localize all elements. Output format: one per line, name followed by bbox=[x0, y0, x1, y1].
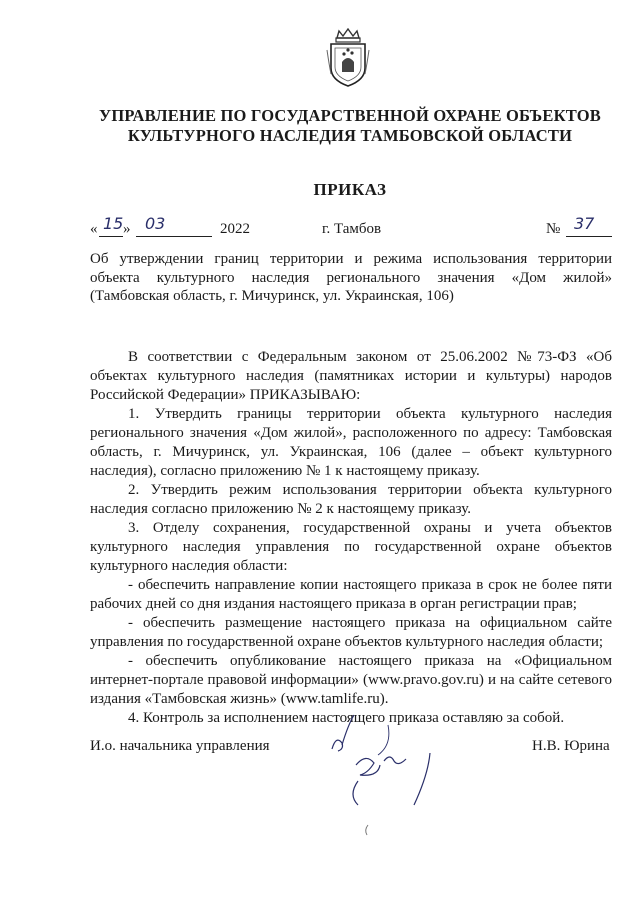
order-subject: Об утверждении границ территории и режима использования территории объекта культурного наследия регионального значения «Дом жилой» (Тамбовская область, г. Мичуринск, ул. Украинская, 106) bbox=[90, 251, 612, 304]
date-day-handwritten: 15 bbox=[103, 214, 124, 233]
pen-mark bbox=[362, 823, 372, 837]
signer-position: И.о. начальника управления bbox=[90, 738, 270, 754]
number-label: № bbox=[546, 221, 561, 237]
date-day-underline bbox=[99, 236, 123, 237]
signer-name: Н.В. Юрина bbox=[532, 738, 610, 754]
item-1-paragraph: 1. Утвердить границы территории объекта культурного наследия регионального значения «Дом жилой», расположенного по адресу: Тамбовская область, г. Мичуринск, ул. Украинская, 106 (далее – объект культурного наследия), согласно приложению № 1 к настоящему приказу. bbox=[90, 406, 612, 479]
order-number-handwritten: 37 bbox=[574, 214, 595, 233]
city: г. Тамбов bbox=[322, 221, 382, 237]
handwritten-signature bbox=[318, 705, 458, 835]
item-2-paragraph: 2. Утвердить режим использования территории объекта культурного наследия согласно приложению № 2 к настоящему приказу. bbox=[90, 482, 612, 517]
date-month-handwritten: 03 bbox=[145, 214, 166, 233]
item-4-paragraph: 4. Контроль за исполнением настоящего приказа оставляю за собой. bbox=[128, 710, 565, 726]
document-type-title: ПРИКАЗ bbox=[313, 180, 387, 199]
date-close-quote: » bbox=[123, 221, 131, 237]
org-name-line1: УПРАВЛЕНИЕ ПО ГОСУДАРСТВЕННОЙ ОХРАНЕ ОБЪЕКТОВ bbox=[99, 106, 601, 125]
preamble-paragraph: В соответствии с Федеральным законом от 25.06.2002 №73-ФЗ «Об объектах культурного наследия (памятниках истории и культуры) народов Российской Федерации» ПРИКАЗЫВАЮ: bbox=[90, 349, 612, 403]
item-3a-paragraph: - обеспечить направление копии настоящего приказа в срок не более пяти рабочих дней со дня издания настоящего приказа в орган регистрации прав; bbox=[90, 577, 612, 612]
date-open-quote: « bbox=[90, 221, 98, 237]
date-year: 2022 bbox=[220, 221, 250, 237]
order-number-underline bbox=[566, 236, 612, 237]
org-name-line2: КУЛЬТУРНОГО НАСЛЕДИЯ ТАМБОВСКОЙ ОБЛАСТИ bbox=[127, 126, 573, 145]
item-3c-paragraph: - обеспечить опубликование настоящего приказа на «Официальном интернет-портале правовой информации» (www.pravo.gov.ru) и на сайте сетевого издания «Тамбовская жизнь» (www.tamlife.ru). bbox=[90, 653, 612, 707]
item-3-paragraph: 3. Отделу сохранения, государственной охраны и учета объектов культурного наследия управления по государственной охране объектов культурного наследия области: bbox=[90, 520, 612, 574]
item-3b-paragraph: - обеспечить размещение настоящего приказа на официальном сайте управления по государственной охране объектов культурного наследия области; bbox=[90, 615, 612, 650]
date-month-underline bbox=[136, 236, 212, 237]
tambov-coat-of-arms-icon bbox=[325, 28, 371, 88]
order-body bbox=[90, 348, 612, 728]
